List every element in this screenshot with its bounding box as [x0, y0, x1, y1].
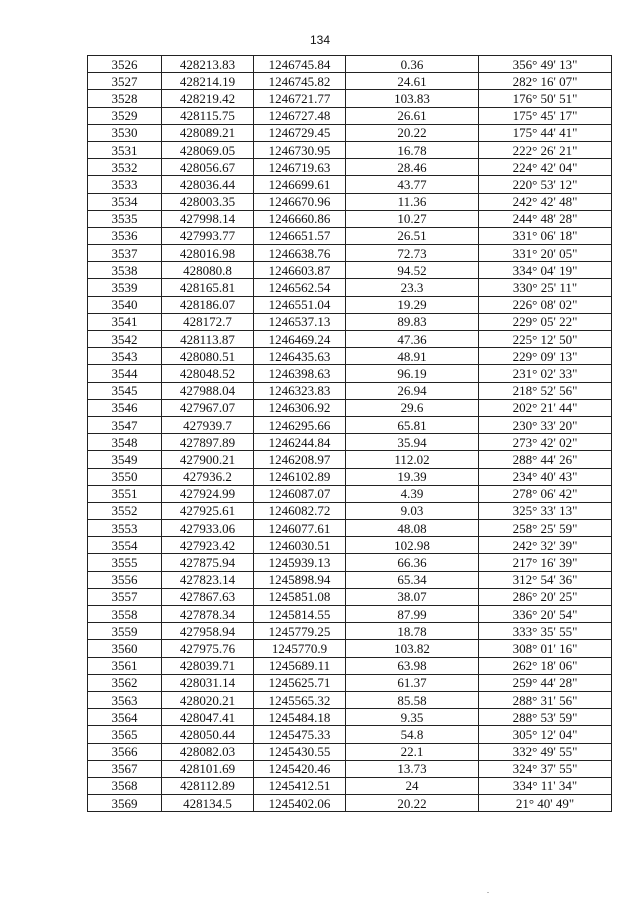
point-number-cell: 3565	[88, 726, 162, 743]
table-row	[88, 262, 612, 279]
scan-speck	[487, 892, 489, 893]
x-coordinate-cell: 428115.75	[162, 107, 254, 124]
table-row	[88, 554, 612, 571]
y-coordinate-cell: 1245770.9	[254, 640, 346, 657]
bearing-cell: 332° 49' 55"	[479, 743, 612, 760]
x-coordinate-cell: 427823.14	[162, 571, 254, 588]
distance-cell: 63.98	[346, 657, 479, 674]
y-coordinate-cell: 1246077.61	[254, 520, 346, 537]
y-coordinate-cell: 1245898.94	[254, 571, 346, 588]
bearing-cell: 217° 16' 39"	[479, 554, 612, 571]
x-coordinate-cell: 428036.44	[162, 176, 254, 193]
point-number-cell: 3537	[88, 245, 162, 262]
y-coordinate-cell: 1245475.33	[254, 726, 346, 743]
x-coordinate-cell: 428134.5	[162, 795, 254, 812]
point-number-cell: 3567	[88, 760, 162, 777]
bearing-cell: 312° 54' 36"	[479, 571, 612, 588]
bearing-cell: 278° 06' 42"	[479, 485, 612, 502]
table-row	[88, 399, 612, 416]
x-coordinate-cell: 427867.63	[162, 588, 254, 605]
y-coordinate-cell: 1246537.13	[254, 313, 346, 330]
x-coordinate-cell: 428082.03	[162, 743, 254, 760]
x-coordinate-cell: 428069.05	[162, 141, 254, 158]
table-row	[88, 502, 612, 519]
point-number-cell: 3536	[88, 227, 162, 244]
x-coordinate-cell: 428186.07	[162, 296, 254, 313]
y-coordinate-cell: 1246719.63	[254, 159, 346, 176]
point-number-cell: 3549	[88, 451, 162, 468]
bearing-cell: 334° 04' 19"	[479, 262, 612, 279]
bearing-cell: 175° 45' 17"	[479, 107, 612, 124]
bearing-cell: 202° 21' 44"	[479, 399, 612, 416]
y-coordinate-cell: 1246323.83	[254, 382, 346, 399]
point-number-cell: 3557	[88, 588, 162, 605]
x-coordinate-cell: 428219.42	[162, 90, 254, 107]
distance-cell: 43.77	[346, 176, 479, 193]
table-row	[88, 279, 612, 296]
y-coordinate-cell: 1246603.87	[254, 262, 346, 279]
x-coordinate-cell: 428113.87	[162, 331, 254, 348]
table-row	[88, 227, 612, 244]
point-number-cell: 3535	[88, 210, 162, 227]
bearing-cell: 305° 12' 04"	[479, 726, 612, 743]
table-row	[88, 640, 612, 657]
y-coordinate-cell: 1246651.57	[254, 227, 346, 244]
bearing-cell: 356° 49' 13"	[479, 56, 612, 73]
table-row	[88, 623, 612, 640]
y-coordinate-cell: 1246306.92	[254, 399, 346, 416]
x-coordinate-cell: 428003.35	[162, 193, 254, 210]
distance-cell: 94.52	[346, 262, 479, 279]
distance-cell: 20.22	[346, 124, 479, 141]
point-number-cell: 3569	[88, 795, 162, 812]
x-coordinate-cell: 428080.51	[162, 348, 254, 365]
y-coordinate-cell: 1246244.84	[254, 434, 346, 451]
y-coordinate-cell: 1246562.54	[254, 279, 346, 296]
point-number-cell: 3548	[88, 434, 162, 451]
y-coordinate-cell: 1246030.51	[254, 537, 346, 554]
y-coordinate-cell: 1245430.55	[254, 743, 346, 760]
table-row	[88, 726, 612, 743]
distance-cell: 9.35	[346, 709, 479, 726]
distance-cell: 72.73	[346, 245, 479, 262]
distance-cell: 65.81	[346, 416, 479, 433]
table-row	[88, 382, 612, 399]
table-row	[88, 245, 612, 262]
bearing-cell: 286° 20' 25"	[479, 588, 612, 605]
table-row	[88, 795, 612, 812]
point-number-cell: 3568	[88, 777, 162, 794]
x-coordinate-cell: 428080.8	[162, 262, 254, 279]
point-number-cell: 3526	[88, 56, 162, 73]
y-coordinate-cell: 1246727.48	[254, 107, 346, 124]
table-row	[88, 571, 612, 588]
bearing-cell: 259° 44' 28"	[479, 674, 612, 691]
distance-cell: 9.03	[346, 502, 479, 519]
x-coordinate-cell: 427925.61	[162, 502, 254, 519]
page-number: 134	[309, 33, 331, 47]
point-number-cell: 3561	[88, 657, 162, 674]
point-number-cell: 3563	[88, 691, 162, 708]
distance-cell: 20.22	[346, 795, 479, 812]
y-coordinate-cell: 1245689.11	[254, 657, 346, 674]
table-row	[88, 468, 612, 485]
table-row	[88, 124, 612, 141]
distance-cell: 19.29	[346, 296, 479, 313]
y-coordinate-cell: 1245565.32	[254, 691, 346, 708]
table-row	[88, 73, 612, 90]
x-coordinate-cell: 428031.14	[162, 674, 254, 691]
y-coordinate-cell: 1245779.25	[254, 623, 346, 640]
bearing-cell: 176° 50' 51"	[479, 90, 612, 107]
point-number-cell: 3541	[88, 313, 162, 330]
table-row	[88, 760, 612, 777]
point-number-cell: 3530	[88, 124, 162, 141]
distance-cell: 13.73	[346, 760, 479, 777]
y-coordinate-cell: 1246398.63	[254, 365, 346, 382]
x-coordinate-cell: 428048.52	[162, 365, 254, 382]
table-row	[88, 193, 612, 210]
bearing-cell: 262° 18' 06"	[479, 657, 612, 674]
x-coordinate-cell: 428213.83	[162, 56, 254, 73]
point-number-cell: 3555	[88, 554, 162, 571]
distance-cell: 11.36	[346, 193, 479, 210]
y-coordinate-cell: 1246670.96	[254, 193, 346, 210]
distance-cell: 103.83	[346, 90, 479, 107]
bearing-cell: 226° 08' 02"	[479, 296, 612, 313]
x-coordinate-cell: 427923.42	[162, 537, 254, 554]
bearing-cell: 224° 42' 04"	[479, 159, 612, 176]
point-number-cell: 3556	[88, 571, 162, 588]
x-coordinate-cell: 427936.2	[162, 468, 254, 485]
y-coordinate-cell: 1245412.51	[254, 777, 346, 794]
point-number-cell: 3531	[88, 141, 162, 158]
bearing-cell: 282° 16' 07"	[479, 73, 612, 90]
distance-cell: 54.8	[346, 726, 479, 743]
distance-cell: 26.94	[346, 382, 479, 399]
point-number-cell: 3554	[88, 537, 162, 554]
table-row	[88, 176, 612, 193]
bearing-cell: 242° 42' 48"	[479, 193, 612, 210]
y-coordinate-cell: 1245851.08	[254, 588, 346, 605]
x-coordinate-cell: 427897.89	[162, 434, 254, 451]
table-row	[88, 588, 612, 605]
bearing-cell: 229° 09' 13"	[479, 348, 612, 365]
bearing-cell: 218° 52' 56"	[479, 382, 612, 399]
table-row	[88, 777, 612, 794]
point-number-cell: 3564	[88, 709, 162, 726]
x-coordinate-cell: 427998.14	[162, 210, 254, 227]
point-number-cell: 3539	[88, 279, 162, 296]
bearing-cell: 21° 40' 49"	[479, 795, 612, 812]
bearing-cell: 231° 02' 33"	[479, 365, 612, 382]
bearing-cell: 225° 12' 50"	[479, 331, 612, 348]
distance-cell: 48.08	[346, 520, 479, 537]
point-number-cell: 3559	[88, 623, 162, 640]
point-number-cell: 3532	[88, 159, 162, 176]
x-coordinate-cell: 428047.41	[162, 709, 254, 726]
x-coordinate-cell: 428020.21	[162, 691, 254, 708]
x-coordinate-cell: 428112.89	[162, 777, 254, 794]
distance-cell: 24.61	[346, 73, 479, 90]
distance-cell: 29.6	[346, 399, 479, 416]
bearing-cell: 242° 32' 39"	[479, 537, 612, 554]
table-row	[88, 520, 612, 537]
y-coordinate-cell: 1246660.86	[254, 210, 346, 227]
distance-cell: 89.83	[346, 313, 479, 330]
table-body	[88, 56, 612, 812]
x-coordinate-cell: 427958.94	[162, 623, 254, 640]
x-coordinate-cell: 428089.21	[162, 124, 254, 141]
x-coordinate-cell: 428172.7	[162, 313, 254, 330]
point-number-cell: 3553	[88, 520, 162, 537]
bearing-cell: 288° 53' 59"	[479, 709, 612, 726]
point-number-cell: 3558	[88, 606, 162, 623]
bearing-cell: 308° 01' 16"	[479, 640, 612, 657]
x-coordinate-cell: 427975.76	[162, 640, 254, 657]
distance-cell: 4.39	[346, 485, 479, 502]
x-coordinate-cell: 427988.04	[162, 382, 254, 399]
point-number-cell: 3550	[88, 468, 162, 485]
x-coordinate-cell: 428016.98	[162, 245, 254, 262]
bearing-cell: 273° 42' 02"	[479, 434, 612, 451]
bearing-cell: 244° 48' 28"	[479, 210, 612, 227]
table-row	[88, 56, 612, 73]
x-coordinate-cell: 428101.69	[162, 760, 254, 777]
distance-cell: 87.99	[346, 606, 479, 623]
distance-cell: 112.02	[346, 451, 479, 468]
distance-cell: 0.36	[346, 56, 479, 73]
y-coordinate-cell: 1246730.95	[254, 141, 346, 158]
distance-cell: 26.51	[346, 227, 479, 244]
distance-cell: 23.3	[346, 279, 479, 296]
table-row	[88, 657, 612, 674]
table-row	[88, 159, 612, 176]
bearing-cell: 331° 20' 05"	[479, 245, 612, 262]
table-row	[88, 331, 612, 348]
x-coordinate-cell: 428214.19	[162, 73, 254, 90]
point-number-cell: 3533	[88, 176, 162, 193]
point-number-cell: 3544	[88, 365, 162, 382]
table-row	[88, 434, 612, 451]
point-number-cell: 3543	[88, 348, 162, 365]
table-row	[88, 709, 612, 726]
y-coordinate-cell: 1246551.04	[254, 296, 346, 313]
distance-cell: 66.36	[346, 554, 479, 571]
y-coordinate-cell: 1245484.18	[254, 709, 346, 726]
distance-cell: 10.27	[346, 210, 479, 227]
distance-cell: 96.19	[346, 365, 479, 382]
x-coordinate-cell: 427933.06	[162, 520, 254, 537]
x-coordinate-cell: 427878.34	[162, 606, 254, 623]
y-coordinate-cell: 1246087.07	[254, 485, 346, 502]
point-number-cell: 3546	[88, 399, 162, 416]
y-coordinate-cell: 1245402.06	[254, 795, 346, 812]
point-number-cell: 3542	[88, 331, 162, 348]
point-number-cell: 3547	[88, 416, 162, 433]
distance-cell: 18.78	[346, 623, 479, 640]
distance-cell: 22.1	[346, 743, 479, 760]
y-coordinate-cell: 1246721.77	[254, 90, 346, 107]
y-coordinate-cell: 1245420.46	[254, 760, 346, 777]
y-coordinate-cell: 1245814.55	[254, 606, 346, 623]
y-coordinate-cell: 1246745.84	[254, 56, 346, 73]
x-coordinate-cell: 428050.44	[162, 726, 254, 743]
table-row	[88, 451, 612, 468]
distance-cell: 16.78	[346, 141, 479, 158]
point-number-cell: 3529	[88, 107, 162, 124]
bearing-cell: 288° 31' 56"	[479, 691, 612, 708]
table-row	[88, 365, 612, 382]
bearing-cell: 220° 53' 12"	[479, 176, 612, 193]
y-coordinate-cell: 1246699.61	[254, 176, 346, 193]
distance-cell: 19.39	[346, 468, 479, 485]
y-coordinate-cell: 1245625.71	[254, 674, 346, 691]
table-row	[88, 210, 612, 227]
y-coordinate-cell: 1245939.13	[254, 554, 346, 571]
x-coordinate-cell: 428165.81	[162, 279, 254, 296]
distance-cell: 102.98	[346, 537, 479, 554]
point-number-cell: 3538	[88, 262, 162, 279]
table-row	[88, 348, 612, 365]
table-row	[88, 485, 612, 502]
x-coordinate-cell: 427900.21	[162, 451, 254, 468]
distance-cell: 48.91	[346, 348, 479, 365]
point-number-cell: 3540	[88, 296, 162, 313]
bearing-cell: 222° 26' 21"	[479, 141, 612, 158]
bearing-cell: 324° 37' 55"	[479, 760, 612, 777]
y-coordinate-cell: 1246638.76	[254, 245, 346, 262]
distance-cell: 65.34	[346, 571, 479, 588]
y-coordinate-cell: 1246208.97	[254, 451, 346, 468]
y-coordinate-cell: 1246435.63	[254, 348, 346, 365]
x-coordinate-cell: 427993.77	[162, 227, 254, 244]
bearing-cell: 333° 35' 55"	[479, 623, 612, 640]
x-coordinate-cell: 428056.67	[162, 159, 254, 176]
distance-cell: 28.46	[346, 159, 479, 176]
table-row	[88, 691, 612, 708]
point-number-cell: 3527	[88, 73, 162, 90]
bearing-cell: 330° 25' 11"	[479, 279, 612, 296]
table-row	[88, 606, 612, 623]
point-number-cell: 3562	[88, 674, 162, 691]
bearing-cell: 336° 20' 54"	[479, 606, 612, 623]
bearing-cell: 331° 06' 18"	[479, 227, 612, 244]
table-row	[88, 90, 612, 107]
table-row	[88, 313, 612, 330]
y-coordinate-cell: 1246102.89	[254, 468, 346, 485]
bearing-cell: 334° 11' 34"	[479, 777, 612, 794]
point-number-cell: 3545	[88, 382, 162, 399]
point-number-cell: 3534	[88, 193, 162, 210]
distance-cell: 35.94	[346, 434, 479, 451]
bearing-cell: 229° 05' 22"	[479, 313, 612, 330]
table-row	[88, 416, 612, 433]
distance-cell: 38.07	[346, 588, 479, 605]
x-coordinate-cell: 427967.07	[162, 399, 254, 416]
bearing-cell: 230° 33' 20"	[479, 416, 612, 433]
x-coordinate-cell: 427875.94	[162, 554, 254, 571]
coordinates-table	[87, 55, 612, 812]
y-coordinate-cell: 1246469.24	[254, 331, 346, 348]
x-coordinate-cell: 427924.99	[162, 485, 254, 502]
distance-cell: 61.37	[346, 674, 479, 691]
distance-cell: 103.82	[346, 640, 479, 657]
table-row	[88, 537, 612, 554]
distance-cell: 47.36	[346, 331, 479, 348]
table-row	[88, 674, 612, 691]
y-coordinate-cell: 1246295.66	[254, 416, 346, 433]
point-number-cell: 3566	[88, 743, 162, 760]
distance-cell: 26.61	[346, 107, 479, 124]
table-row	[88, 743, 612, 760]
distance-cell: 85.58	[346, 691, 479, 708]
y-coordinate-cell: 1246729.45	[254, 124, 346, 141]
point-number-cell: 3528	[88, 90, 162, 107]
table-row	[88, 296, 612, 313]
x-coordinate-cell: 428039.71	[162, 657, 254, 674]
x-coordinate-cell: 427939.7	[162, 416, 254, 433]
table-row	[88, 107, 612, 124]
bearing-cell: 258° 25' 59"	[479, 520, 612, 537]
point-number-cell: 3551	[88, 485, 162, 502]
bearing-cell: 288° 44' 26"	[479, 451, 612, 468]
table-row	[88, 141, 612, 158]
bearing-cell: 175° 44' 41"	[479, 124, 612, 141]
y-coordinate-cell: 1246745.82	[254, 73, 346, 90]
y-coordinate-cell: 1246082.72	[254, 502, 346, 519]
point-number-cell: 3552	[88, 502, 162, 519]
bearing-cell: 325° 33' 13"	[479, 502, 612, 519]
point-number-cell: 3560	[88, 640, 162, 657]
bearing-cell: 234° 40' 43"	[479, 468, 612, 485]
distance-cell: 24	[346, 777, 479, 794]
